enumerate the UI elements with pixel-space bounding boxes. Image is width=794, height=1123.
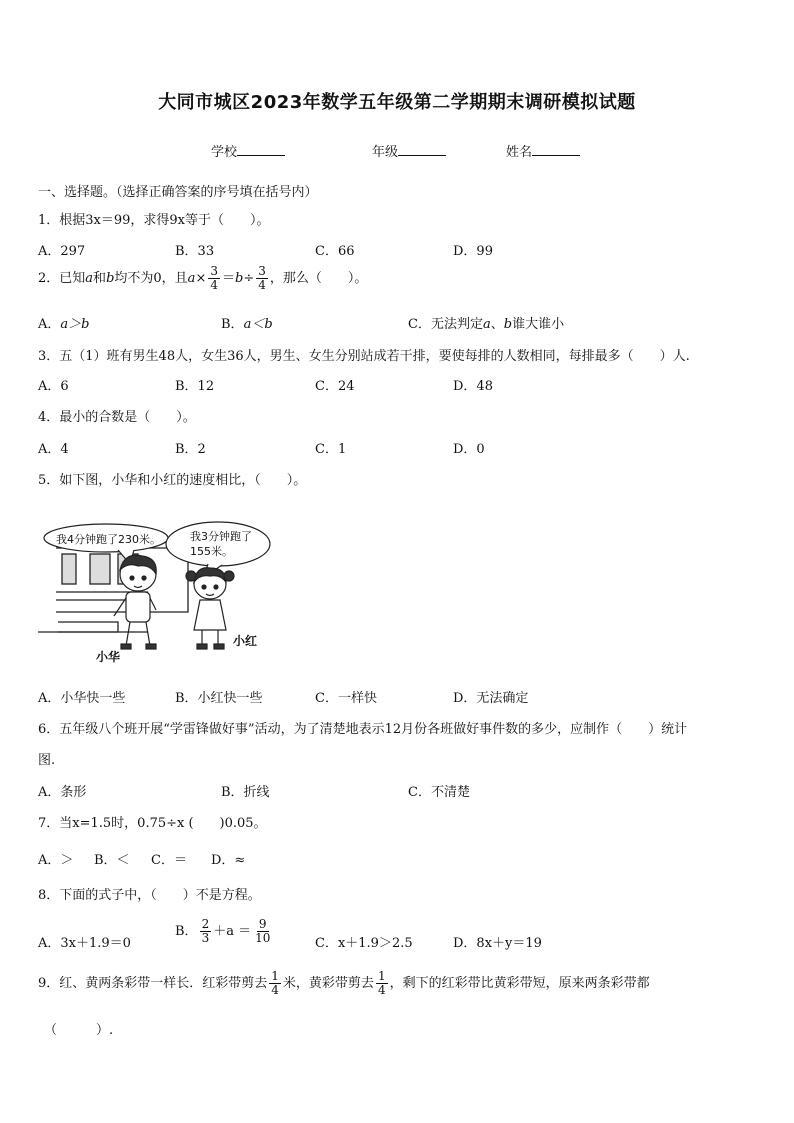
q9-text-2: 米，黄彩带剪去 <box>282 976 374 991</box>
q2-a-label: A． <box>38 317 61 332</box>
q2-option-b[interactable] <box>221 313 273 332</box>
q2-expr-b: b <box>235 271 244 286</box>
q9-f1-num: 1 <box>271 969 279 983</box>
girl-label: 小红 <box>233 634 258 648</box>
q6-option-b[interactable]: B．折线 <box>221 785 270 800</box>
name-label: 姓名 <box>506 145 533 160</box>
q2-c-label: C．无法判定 <box>408 317 483 332</box>
q2-f1-den: 4 <box>210 278 218 292</box>
question-9 <box>38 970 650 997</box>
q1-option-c[interactable]: C．66 <box>315 244 355 259</box>
q4-option-d[interactable]: D．0 <box>453 442 485 457</box>
q4-option-b[interactable]: B．2 <box>175 442 206 457</box>
runners-illustration <box>38 512 278 672</box>
q9-text-3: ，剩下的红彩带比黄彩带短，原来两条彩带都 <box>389 976 650 991</box>
q2-b-expr: a＜b <box>243 317 273 332</box>
q8-b-fraction-1 <box>200 918 212 945</box>
q2-fraction-1 <box>208 265 220 292</box>
q7-option-c[interactable]: C．＝ <box>151 853 187 868</box>
q9-f1-den: 4 <box>271 983 279 997</box>
q7-option-a[interactable]: A．＞ <box>38 853 74 868</box>
q2-c-b: b <box>503 317 513 332</box>
q5-option-d[interactable]: D．无法确定 <box>453 691 529 706</box>
question-9-line-2: （ ）. <box>44 1023 114 1038</box>
question-4: 4．最小的合数是（ ）。 <box>38 410 196 425</box>
q4-option-c[interactable]: C．1 <box>315 442 347 457</box>
question-5: 5．如下图，小华和小红的速度相比，（ ）。 <box>38 473 307 488</box>
q8-option-c[interactable]: C．x＋1.9＞2.5 <box>315 936 413 951</box>
boy-label: 小华 <box>96 650 121 664</box>
question-2 <box>38 265 367 292</box>
q2-var-a: a <box>85 271 94 286</box>
q2-a-expr: a＞b <box>60 317 90 332</box>
q2-b-label: B． <box>221 317 244 332</box>
bubble-girl-line1: 我3分钟跑了 <box>190 530 252 543</box>
q1-option-d[interactable]: D．99 <box>453 244 493 259</box>
q2-times: × <box>195 271 207 286</box>
q1-option-a[interactable]: A．297 <box>38 244 86 259</box>
q6-option-a[interactable]: A．条形 <box>38 785 87 800</box>
question-6-line-2: 图. <box>38 753 56 768</box>
q9-f2-den: 4 <box>377 983 386 997</box>
q8-option-b[interactable] <box>175 918 274 945</box>
q5-option-a[interactable]: A．小华快一些 <box>38 691 126 706</box>
bubble-girl-line2: 155米。 <box>190 545 233 558</box>
q2-f2-num: 3 <box>258 264 266 278</box>
q8-option-a[interactable]: A．3x＋1.9＝0 <box>38 936 131 951</box>
grade-blank[interactable] <box>398 143 446 156</box>
question-8: 8．下面的式子中，（ ）不是方程。 <box>38 888 261 903</box>
school-field <box>211 141 285 160</box>
q8-b-mid: ＋a ＝ <box>213 924 252 939</box>
q2-text-4: ，那么（ ）。 <box>269 271 368 286</box>
q8-b-f1-num: 2 <box>201 917 210 931</box>
q2-text-3: 均不为0，且 <box>114 271 188 286</box>
q9-fraction-2 <box>376 970 388 997</box>
q2-text-2: 和 <box>93 271 107 286</box>
q2-option-c[interactable] <box>408 313 564 332</box>
name-blank[interactable] <box>532 143 580 156</box>
q2-text-1: 2．已知 <box>38 271 86 286</box>
q2-div: ÷ <box>243 271 255 286</box>
q6-option-c[interactable]: C．不清楚 <box>408 785 470 800</box>
q2-expr-a: a <box>187 271 196 286</box>
page-title: 大同市城区2023年数学五年级第二学期期末调研模拟试题 <box>158 92 636 113</box>
bubble-boy-text: 我4分钟跑了230米。 <box>56 533 161 546</box>
question-6-line-1: 6．五年级八个班开展“学雷锋做好事”活动，为了清楚地表示12月份各班做好事件数的多少，应制作（ ）统计 <box>38 722 688 737</box>
q8-b-f1-den: 3 <box>201 931 210 945</box>
q2-option-a[interactable] <box>38 313 89 332</box>
q5-option-b[interactable]: B．小红快一些 <box>175 691 263 706</box>
q2-f1-num: 3 <box>210 264 218 278</box>
q3-option-a[interactable]: A．6 <box>38 379 69 394</box>
q1-option-b[interactable]: B．33 <box>175 244 215 259</box>
q5-option-c[interactable]: C．一样快 <box>315 691 377 706</box>
q2-c-sep: 、 <box>490 317 504 332</box>
grade-field <box>372 141 446 160</box>
q8-b-label: B． <box>175 924 198 939</box>
question-7: 7．当x=1.5时，0.75÷x ( )0.05。 <box>38 816 267 831</box>
q9-fraction-1 <box>269 970 281 997</box>
q8-b-fraction-2 <box>253 918 272 945</box>
grade-label: 年级 <box>372 145 399 160</box>
question-1: 1．根据3x＝99，求得9x等于（ ）。 <box>38 213 270 228</box>
q7-option-b[interactable]: B．＜ <box>94 853 130 868</box>
q8-b-f2-num: 9 <box>258 917 267 931</box>
q9-text-1: 9．红、黄两条彩带一样长．红彩带剪去 <box>38 976 268 991</box>
q4-option-a[interactable]: A．4 <box>38 442 69 457</box>
name-field <box>506 141 580 160</box>
q3-option-d[interactable]: D．48 <box>453 379 493 394</box>
q2-eq: ＝ <box>221 271 235 286</box>
q2-c-end: 谁大谁小 <box>512 317 565 332</box>
question-3: 3．五（1）班有男生48人，女生36人，男生、女生分别站成若干排，要使每排的人数相同，每排最多（ ）人. <box>38 349 690 364</box>
q3-option-c[interactable]: C．24 <box>315 379 355 394</box>
q3-option-b[interactable]: B．12 <box>175 379 215 394</box>
q2-c-a: a <box>482 317 491 332</box>
school-label: 学校 <box>211 145 238 160</box>
q9-f2-num: 1 <box>377 969 386 983</box>
q7-option-d[interactable]: D．≈ <box>211 853 246 868</box>
q8-b-f2-den: 10 <box>255 931 271 945</box>
q2-f2-den: 4 <box>258 278 266 292</box>
q8-option-d[interactable]: D．8x＋y＝19 <box>453 936 542 951</box>
q2-fraction-2 <box>256 265 268 292</box>
section-heading: 一、选择题。（选择正确答案的序号填在括号内） <box>38 185 318 200</box>
school-blank[interactable] <box>237 143 285 156</box>
q2-var-b: b <box>106 271 115 286</box>
